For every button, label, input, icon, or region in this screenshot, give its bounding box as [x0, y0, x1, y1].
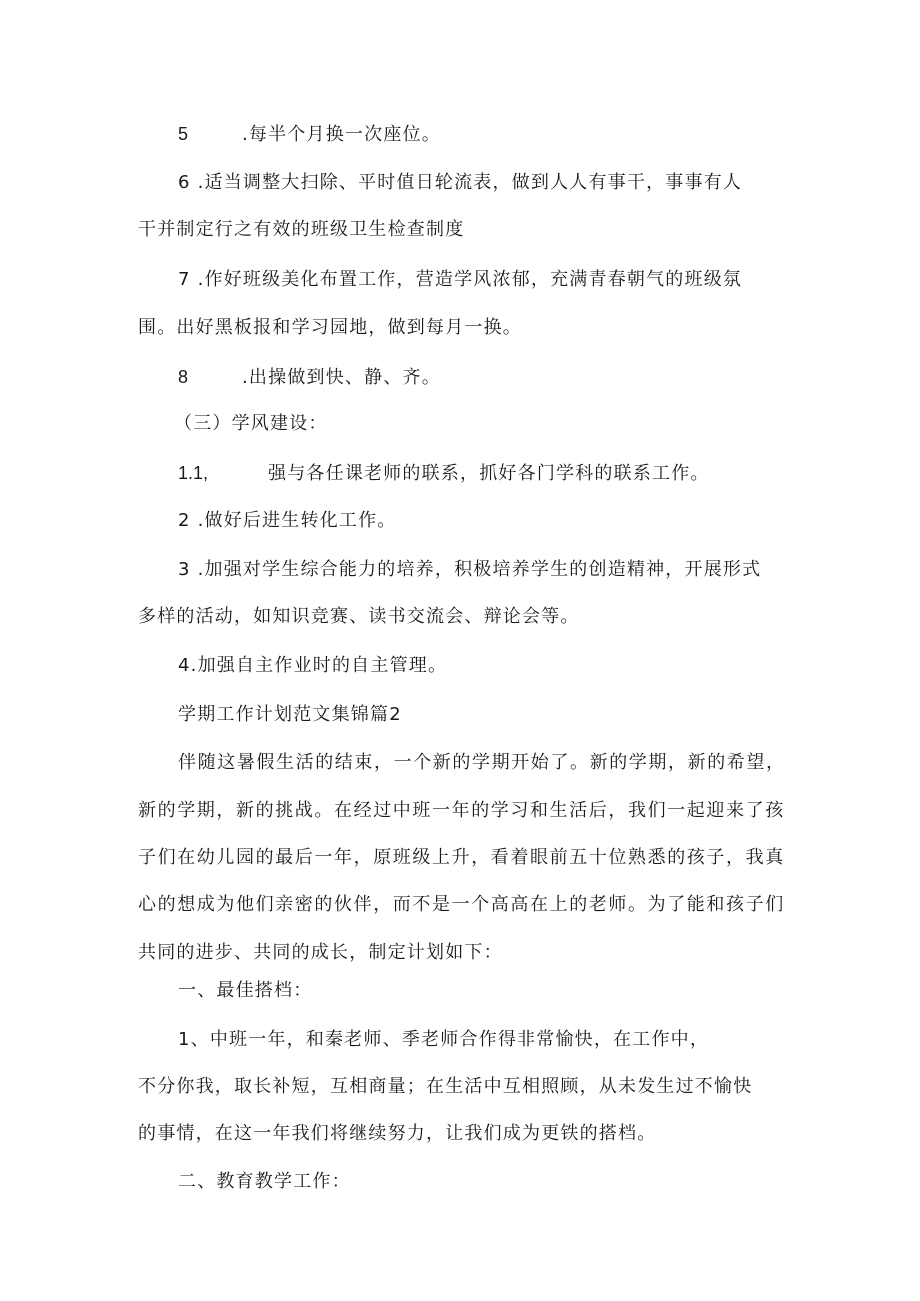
- heading-best-partner: 一、最佳搭档：: [178, 980, 313, 1001]
- article-2-title: 学期工作计划范文集锦篇2: [178, 704, 402, 725]
- partner-paragraph-line-1: 1、中班一年，和秦老师、季老师合作得非常愉快，在工作中，: [178, 1029, 710, 1050]
- intro-line-4: 心的想成为他们亲密的伙伴，而不是一个高高在上的老师。为了能和孩子们: [138, 894, 785, 915]
- item-8-number: 8: [178, 367, 189, 387]
- heading-teaching-work: 二、教育教学工作：: [178, 1171, 351, 1192]
- item-7-line-1: 7 .作好班级美化布置工作，营造学风浓郁，充满青春朝气的班级氛: [178, 269, 743, 290]
- item-8-text: .出操做到快、静、齐。: [242, 367, 441, 388]
- intro-line-3: 子们在幼儿园的最后一年，原班级上升，看着眼前五十位熟悉的孩子，我真: [138, 847, 785, 868]
- item-6-line-1: 6 .适当调整大扫除、平时值日轮流表，做到人人有事干，事事有人: [178, 172, 743, 193]
- study-item-3-line-2: 多样的活动，如知识竞赛、读书交流会、辩论会等。: [138, 606, 580, 627]
- study-item-2: 2 .做好后进生转化工作。: [178, 510, 397, 531]
- study-item-4: 4.加强自主作业时的自主管理。: [178, 655, 448, 676]
- intro-line-5: 共同的进步、共同的成长，制定计划如下：: [138, 942, 503, 963]
- item-5: [178, 122, 441, 147]
- study-item-3-line-1: 3 .加强对学生综合能力的培养，积极培养学生的创造精神，开展形式: [178, 559, 762, 580]
- study-item-1: [178, 461, 710, 486]
- study-item-1-text: 强与各任课老师的联系，抓好各门学科的联系工作。: [268, 463, 710, 484]
- intro-line-2: 新的学期，新的挑战。在经过中班一年的学习和生活后，我们一起迎来了孩: [138, 800, 785, 821]
- item-5-text: .每半个月换一次座位。: [242, 124, 441, 145]
- study-item-1-number: 1.1,: [178, 463, 209, 483]
- item-5-number: 5: [178, 124, 189, 144]
- item-8: [178, 365, 441, 390]
- partner-paragraph-line-2: 不分你我，取长补短，互相商量；在生活中互相照顾，从未发生过不愉快: [138, 1076, 753, 1097]
- item-6-line-2: 干并制定行之有效的班级卫生检查制度: [138, 219, 465, 240]
- section-3-heading: （三）学风建设：: [174, 413, 328, 434]
- partner-paragraph-line-3: 的事情，在这一年我们将继续努力，让我们成为更铁的搭档。: [138, 1123, 657, 1144]
- item-7-line-2: 围。出好黑板报和学习园地，做到每月一换。: [138, 317, 522, 338]
- intro-line-1: 伴随这暑假生活的结束，一个新的学期开始了。新的学期，新的希望，: [178, 752, 786, 773]
